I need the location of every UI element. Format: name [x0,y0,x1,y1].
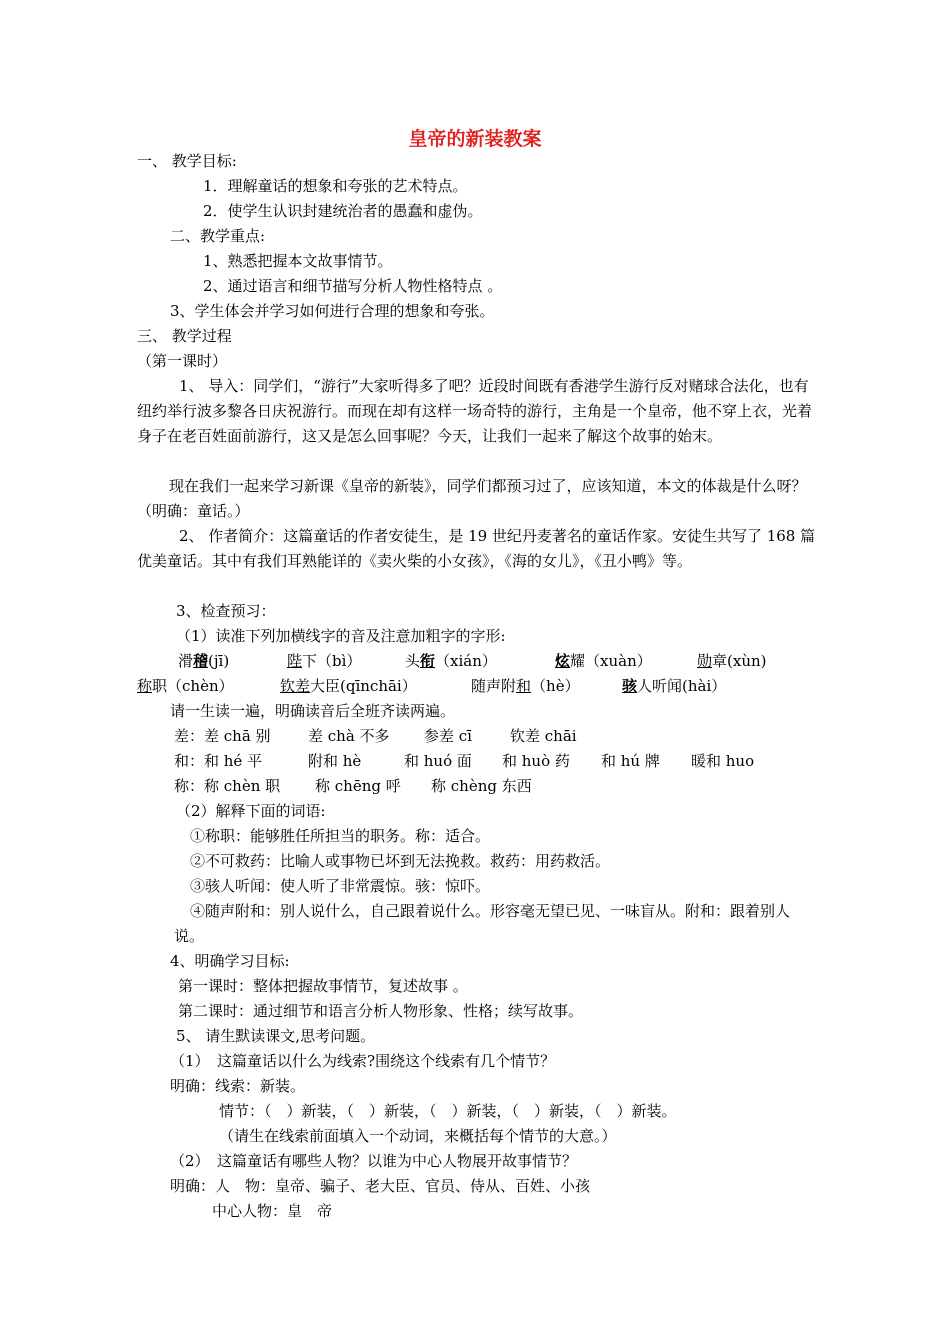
center-character: 中心人物：皇 帝 [212,1202,333,1220]
check-heading: 3、检查预习： [176,602,276,620]
section3-heading: 三、 教学过程 [137,327,232,345]
pronunciation-item: 和 huó 面 [404,752,472,770]
read5-heading: 5、 请生默读课文,思考问题。 [176,1027,376,1045]
pronunciation-item: 称 chēng 呼 [315,777,401,795]
intro-paragraph: 1、 导入：同学们，“游行”大家听得多了吧？近段时间既有香港学生游行反对赌球合法化，也有纽约举行波多黎各日庆祝游行。而现在却有这样一场奇特的游行，主角是一个皇帝，他不穿上衣，光着身子在老百姓面前游行，这又是怎么回事呢？今天，让我们一起来了解这个故事的始末。 [137,377,813,445]
vocab-item: 称职（chèn） [137,677,234,695]
definition-item: ④随声附和：别人说什么，自己跟着说什么。形容毫无望已见、一味盲从。附和：跟着别人说。 [174,902,791,945]
answer-1: 明确：线索：新装。 [170,1077,306,1095]
goal-item: 第二课时：通过细节和语言分析人物形象、性格；续写故事。 [178,1002,584,1020]
pronunciation-item: 钦差 chāi [510,727,577,745]
read-note: 请一生读一遍，明确读音后全班齐读两遍。 [170,702,456,720]
section1-item: 1．理解童话的想象和夸张的艺术特点。 [203,177,468,195]
pronunciation-item: 差：差 chā 别 [174,727,271,745]
check1-heading: （1）读准下列加横线字的音及注意加粗字的字形: [176,627,506,645]
question-2: （2） 这篇童话有哪些人物？以谁为中心人物展开故事情节？ [170,1152,578,1170]
pronunciation-item: 称：称 chèn 职 [174,777,281,795]
vocab-item: 炫耀（xuàn） [555,652,652,670]
plot-line: 情节：（ ）新装，（ ）新装，（ ）新装，（ ）新装，（ ）新装。 [219,1102,677,1120]
section2-item: 2、通过语言和细节描写分析人物性格特点 。 [203,277,503,295]
lesson-label: （第一课时） [137,352,228,370]
pronunciation-item: 称 chèng 东西 [431,777,532,795]
plot-note: （请生在线索前面填入一个动词，来概括每个情节的大意。） [219,1127,617,1145]
vocab-item: 滑稽(jī) [178,652,230,670]
section2-heading: 二、教学重点: [170,227,266,245]
pronunciation-item: 和：和 hé 平 [174,752,263,770]
goal-item: 第一课时：整体把握故事情节，复述故事 。 [178,977,468,995]
vocab-item: 骇人听闻(hài） [622,677,727,695]
pronunciation-item: 暖和 huo [691,752,755,770]
section2-item: 3、学生体会并学习如何进行合理的想象和夸张。 [170,302,495,320]
goals-heading: 4、明确学习目标: [170,952,290,970]
vocab-item: 头衔（xián） [405,652,497,670]
intro2-paragraph: 现在我们一起来学习新课《皇帝的新装》，同学们都预习过了，应该知道，本文的体裁是什么呀？（明确：童话。） [137,477,807,520]
pronunciation-item: 参差 cī [424,727,472,745]
vocab-item: 陛下（bì） [287,652,362,670]
pronunciation-item: 和 huò 药 [502,752,570,770]
question-1: （1） 这篇童话以什么为线索?围绕这个线索有几个情节？ [170,1052,556,1070]
explain-heading: （2）解释下面的词语: [176,802,326,820]
vocab-item: 勋章(xùn) [697,652,767,670]
pronunciation-item: 附和 hè [308,752,362,770]
pronunciation-item: 差 chà 不多 [308,727,390,745]
document-title: 皇帝的新装教案 [408,128,542,150]
author-paragraph: 2、 作者简介：这篇童话的作者安徒生，是 19 世纪丹麦著名的童话作家。安徒生共写了 168 篇优美童话。其中有我们耳熟能详的《卖火柴的小女孩》，《海的女儿》，《丑小鸭》等。 [137,527,816,570]
answer-2: 明确：人 物：皇帝、骗子、老大臣、官员、侍从、百姓、小孩 [170,1177,591,1195]
pronunciation-item: 和 hú 牌 [601,752,660,770]
definition-item: ①称职：能够胜任所担当的职务。称：适合。 [190,827,491,845]
vocab-item: 钦差大臣(qīnchāi） [280,677,417,695]
section1-item: 2．使学生认识封建统治者的愚蠢和虚伪。 [203,202,483,220]
section2-item: 1、熟悉把握本文故事情节。 [203,252,393,270]
definition-item: ②不可救药：比喻人或事物已坏到无法挽救。救药：用药救活。 [190,852,611,870]
vocab-item: 随声附和（hè） [471,677,580,695]
section1-heading: 一、 教学目标: [137,152,237,170]
definition-item: ③骇人听闻：使人听了非常震惊。骇：惊吓。 [190,877,491,895]
